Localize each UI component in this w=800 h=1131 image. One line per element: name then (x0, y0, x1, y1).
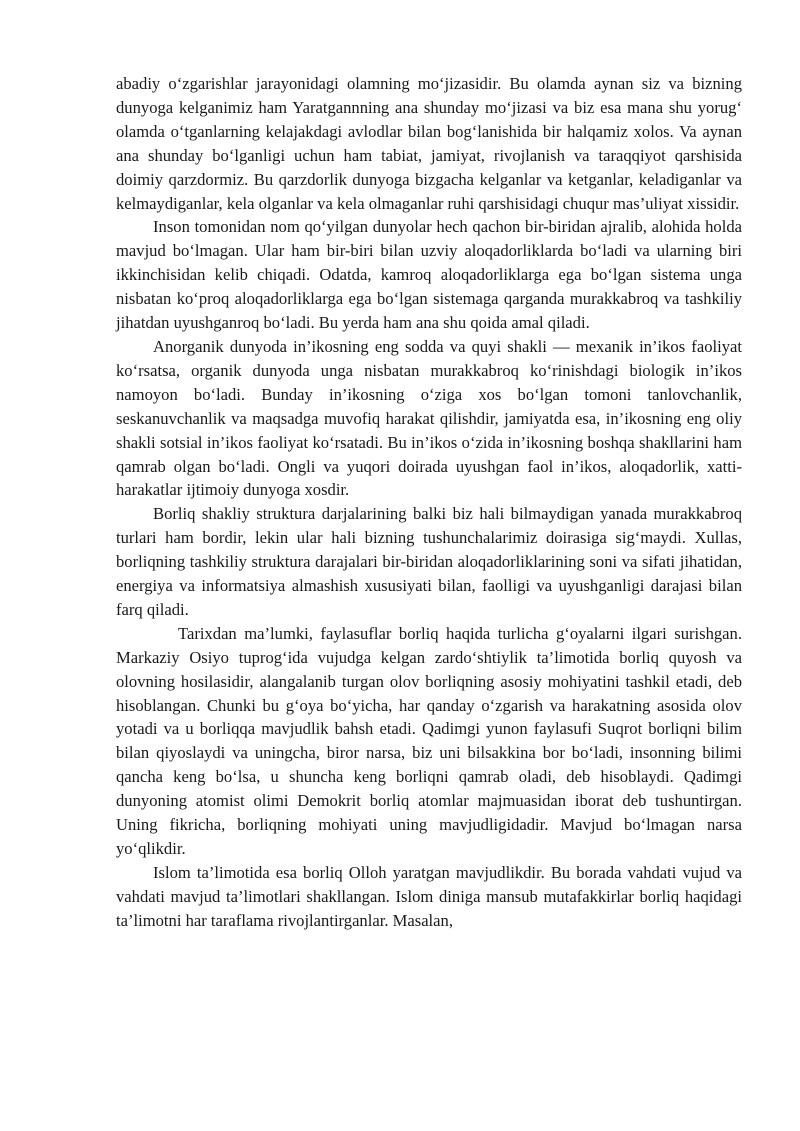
paragraph-islamic-teaching: Islom ta’limotida esa borliq Olloh yaratgan mavjudlikdir. Bu borada vahdati vujud va vahdati mavjud ta’limotlari shakllangan. Islom diniga mansub mutafakkirlar borliq haqidagi ta’limotni har taraflama rivojlantirganlar. Masalan, (116, 862, 742, 930)
paragraph-worlds-connections: Inson tomonidan nom qo‘yilgan dunyolar hech qachon bir-biridan ajralib, alohida holda mavjud bo‘lmagan. Ular ham bir-biri bilan uzviy aloqadorliklarda bo‘ladi va ularning biri ikkinchisidan kelib chiqadi. Odatda, kamroq aloqadorliklarga ega bo‘lgan sistema unga nisbatan ko‘proq aloqadorliklarga ega bo‘lgan sistemaga qarganda murakkabroq va tashkiliy jihatdan uyushganroq bo‘ladi. Bu yerda ham ana shu qoida amal qiladi. (116, 217, 742, 333)
paragraph-reflection-forms: Anorganik dunyoda in’ikosning eng sodda va quyi shakli — mexanik in’ikos faoliyat ko‘rsatsa, organik dunyoda unga nisbatan murakkabroq ko‘rinishdagi biologik in’ikos namoyon bo‘ladi. Bunday in’ikosning o‘ziga xos bo‘lgan tomoni tanlovchanlik, seskanuvchanlik va maqsadga muvofiq harakat qilishdir, jamiyatda esa, in’ikosning eng oliy shakli sotsial in’ikos faoliyat ko‘rsatadi. Bu in’ikos o‘zida in’ikosning boshqa shakllarini ham qamrab olgan bo‘ladi. Ongli va yuqori doirada uyushgan faol in’ikos, aloqadorlik, xatti-harakatlar ijtimoiy dunyoga xosdir. (116, 336, 742, 500)
document-page (116, 72, 742, 933)
paragraph-continuation: abadiy o‘zgarishlar jarayonidagi olamning mo‘jizasidir. Bu olamda aynan siz va bizning dunyoga kelganimiz ham Yaratgannning ana shunday mo‘jizasi va biz esa mana shu yorug‘ olamda o‘tganlarning kelajakdagi avlodlar bilan bog‘lanishida bir halqamiz xolos. Va aynan ana shunday bo‘lganligi uchun ham tabiat, jamiyat, rivojlanish va taraqqiyot qarshisida doimiy qarzdormiz. Bu qarzdorlik dunyoga bizgacha kelganlar va ketganlar, keladiganlar va kelmaydiganlar, kela olganlar va kela olmaganlar ruhi qarshisidagi chuqur mas’uliyat xissidir. (116, 74, 742, 213)
paragraph-structural-levels: Borliq shakliy struktura darjalarining balki biz hali bilmaydigan yanada murakkabroq turlari ham bordir, lekin ular hali bizning tushunchalarimiz doirasiga sig‘maydi. Xullas, borliqning tashkiliy struktura darajalari bir-biridan aloqadorliklarining soni va sifati jihatidan, energiya va informatsiya almashish xususiyati bilan, faolligi va uyushganligi darajasi bilan farq qiladi. (116, 504, 742, 619)
paragraph-history-of-being: Tarixdan ma’lumki, faylasuflar borliq haqida turlicha g‘oyalarni ilgari surishgan. Markaziy Osiyo tuprog‘ida vujudga kelgan zardo‘shtiylik ta’limotida borliq quyosh va olovning hosilasidir, alangalanib turgan olov borliqning asosiy mohiyatini tashkil etadi, deb hisoblangan. Chunki bu g‘oya bo‘yicha, har qanday o‘zgarish va harakatning asosida olov yotadi va u borliqqa mavjudlik bahsh etadi. Qadimgi yunon faylasufi Suqrot borliqni bilim bilan qiyoslaydi va uningcha, biror narsa, biz uni bilsakkina bor bo‘ladi, insonning bilimi qancha keng bo‘lsa, u shuncha keng borliqni qamrab oladi, deb hisoblaydi. Qadimgi dunyoning atomist olimi Demokrit borliq atomlar majmuasidan iborat deb tushuntirgan. Uning fikricha, borliqning mohiyati uning mavjudligidadir. Mavjud bo‘lmagan narsa yo‘qlikdir. (116, 623, 742, 858)
